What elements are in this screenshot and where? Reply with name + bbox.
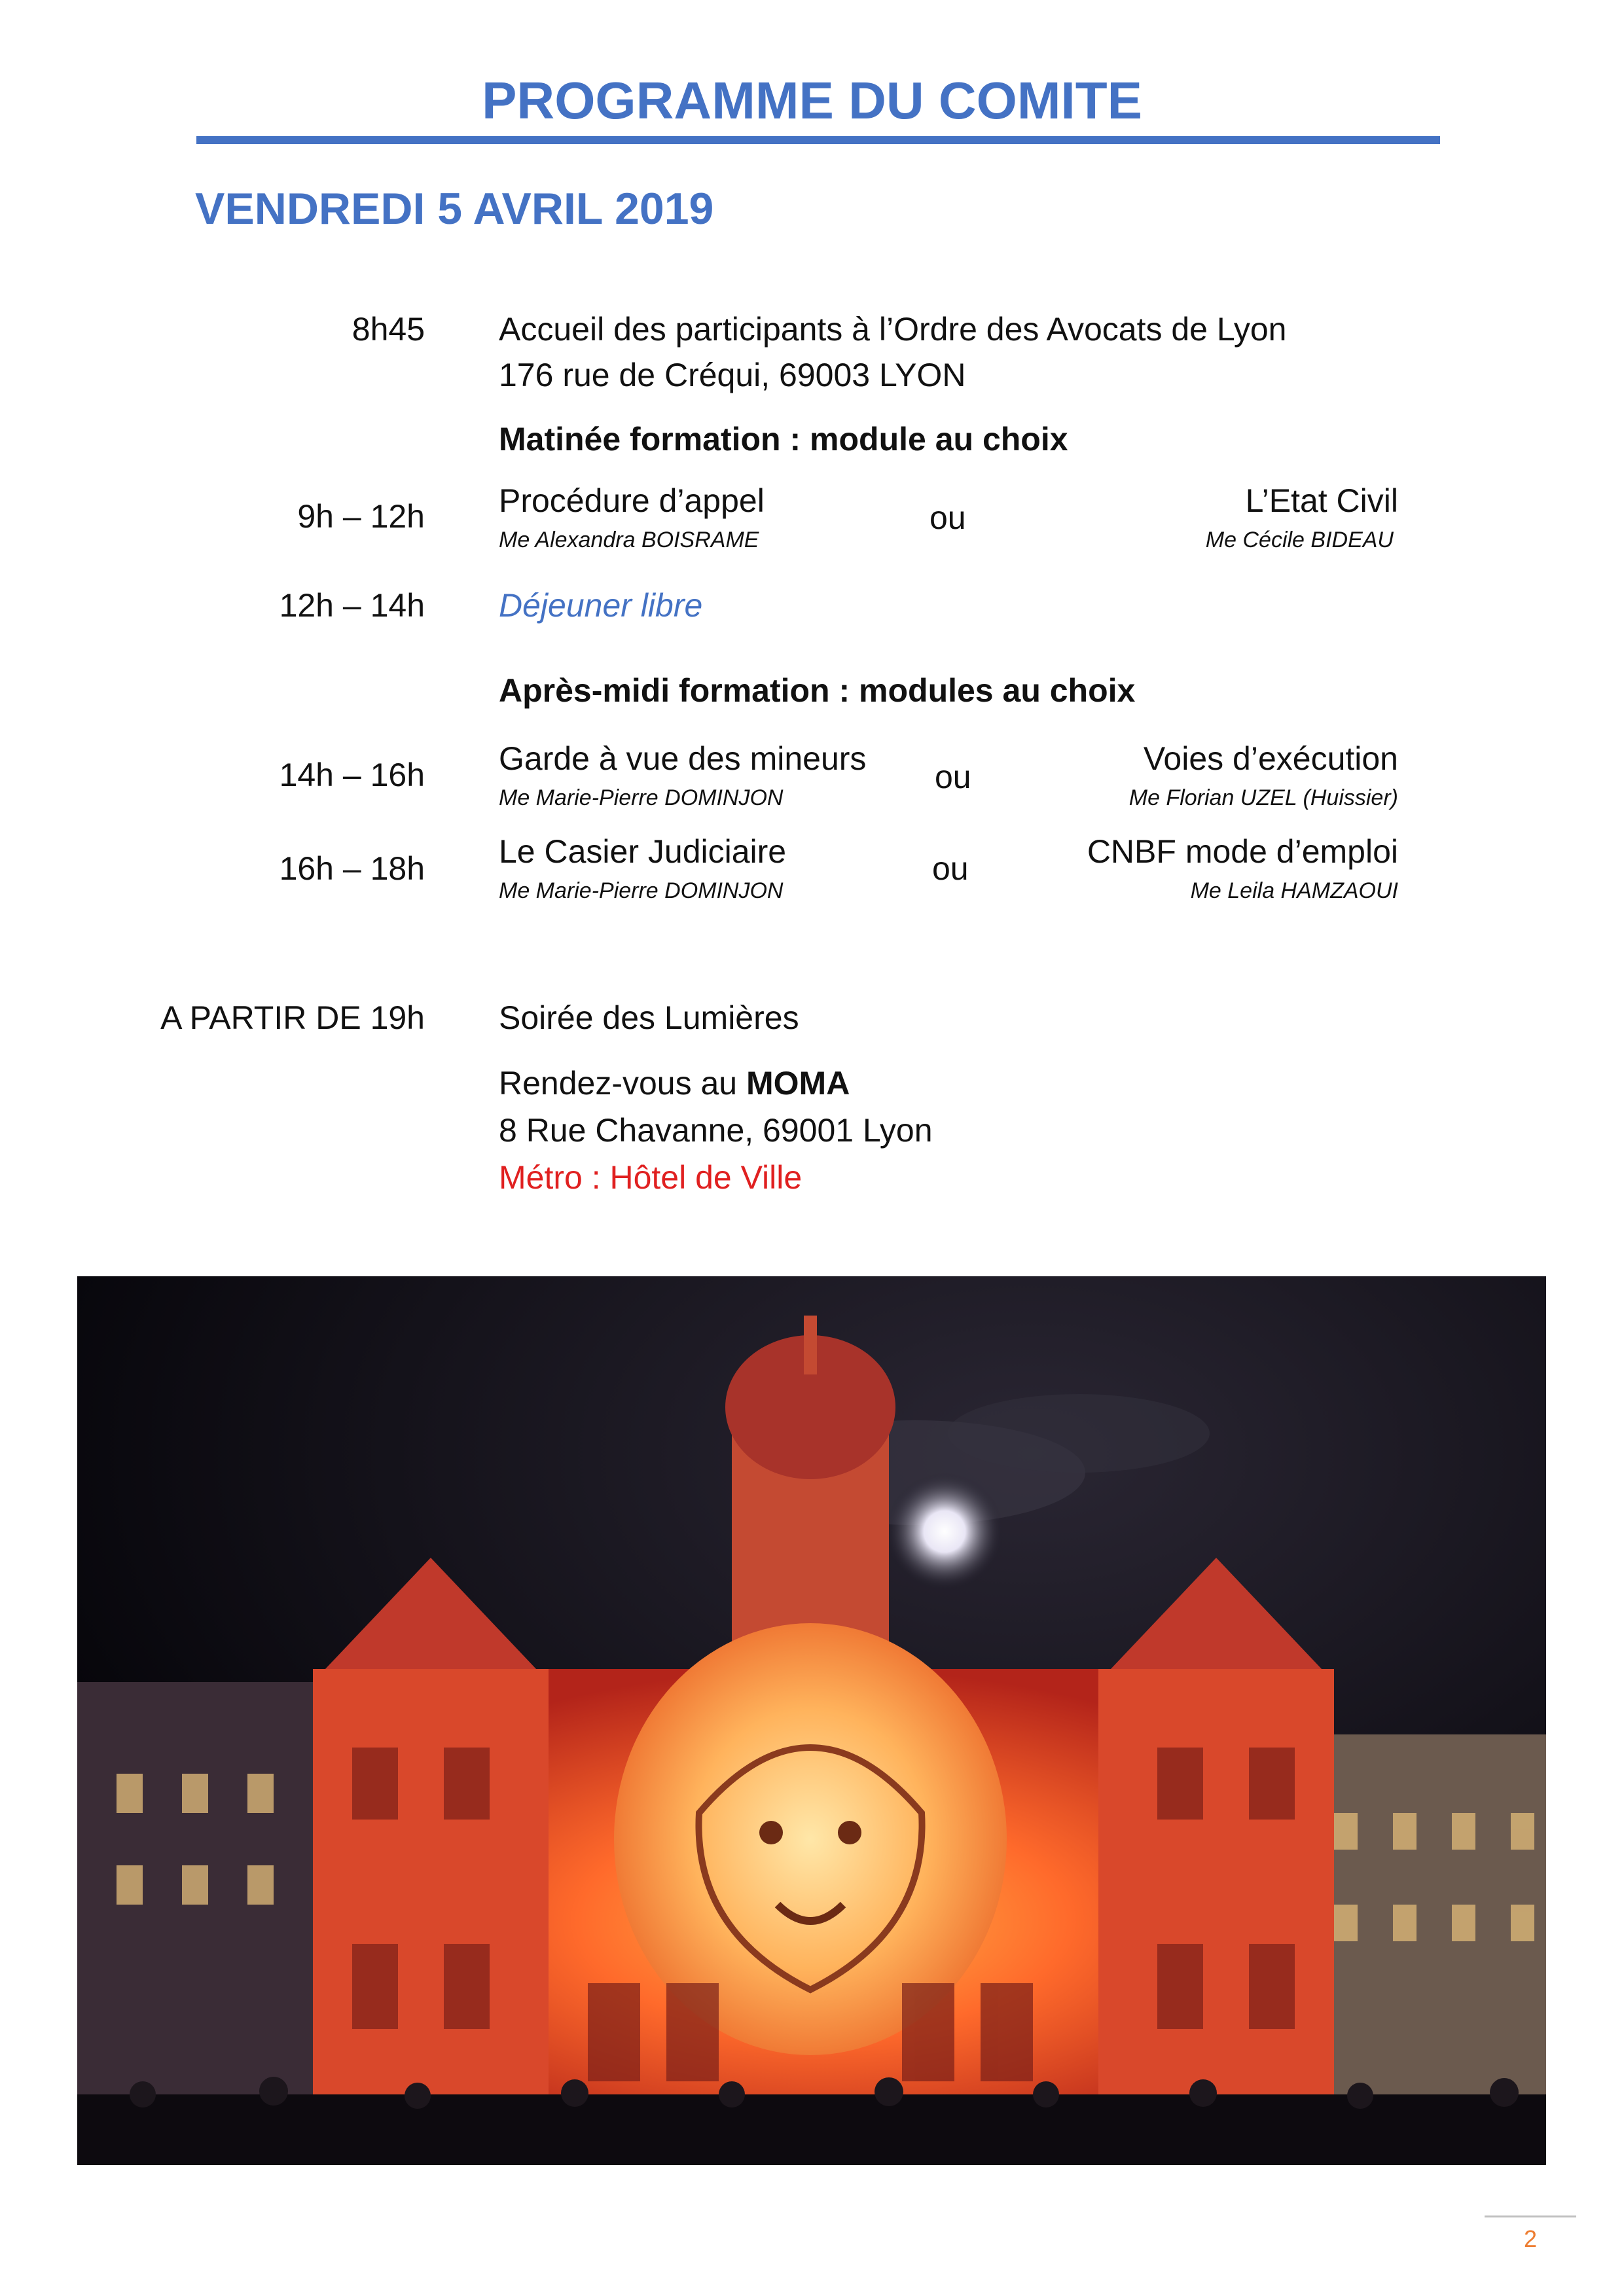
footer-rule — [1485, 2215, 1576, 2217]
welcome-line-2: 176 rue de Créqui, 69003 LYON — [499, 357, 966, 393]
welcome-time: 8h45 — [352, 311, 425, 348]
afternoon1-left-title: Garde à vue des mineurs — [499, 740, 867, 777]
welcome-line-1: Accueil des participants à l’Ordre des Avocats de Lyon — [499, 311, 1287, 348]
afternoon1-left-speaker: Me Marie-Pierre DOMINJON — [499, 785, 784, 810]
evening-metro: Métro : Hôtel de Ville — [499, 1159, 803, 1196]
afternoon2-right-title: CNBF mode d’emploi — [1087, 833, 1398, 870]
city-hall-illustration — [77, 1276, 1546, 2165]
morning-left-speaker: Me Alexandra BOISRAME — [499, 528, 759, 552]
afternoon2-time: 16h – 18h — [279, 850, 425, 887]
afternoon2-left-title: Le Casier Judiciaire — [499, 833, 787, 870]
morning-heading: Matinée formation : module au choix — [499, 421, 1068, 457]
title-underline — [196, 136, 1440, 144]
lunch-label: Déjeuner libre — [499, 587, 703, 624]
evening-rdv — [499, 1064, 850, 1102]
city-hall-photo — [77, 1276, 1546, 2165]
afternoon2-or: ou — [932, 850, 969, 887]
afternoon1-or: ou — [935, 759, 971, 795]
page-title: PROGRAMME DU COMITE — [482, 71, 1142, 130]
evening-rdv-prefix: Rendez-vous au — [499, 1065, 747, 1102]
morning-right-speaker: Me Cécile BIDEAU — [1205, 528, 1394, 552]
event-date: VENDREDI 5 AVRIL 2019 — [195, 184, 714, 234]
afternoon1-right-title: Voies d’exécution — [1143, 740, 1398, 777]
afternoon2-right-speaker: Me Leila HAMZAOUI — [1190, 878, 1398, 903]
lunch-time: 12h – 14h — [279, 587, 425, 624]
morning-right-title: L’Etat Civil — [1245, 482, 1398, 519]
evening-rdv-place: MOMA — [746, 1065, 850, 1102]
page-number: 2 — [1523, 2225, 1538, 2252]
evening-time: A PARTIR DE 19h — [160, 999, 425, 1036]
afternoon1-right-speaker: Me Florian UZEL (Huissier) — [1128, 785, 1398, 810]
evening-event: Soirée des Lumières — [499, 999, 799, 1036]
morning-or: ou — [929, 499, 966, 536]
afternoon-heading: Après-midi formation : modules au choix — [499, 672, 1136, 709]
evening-address: 8 Rue Chavanne, 69001 Lyon — [499, 1112, 933, 1149]
afternoon1-time: 14h – 16h — [279, 757, 425, 793]
morning-time: 9h – 12h — [297, 498, 425, 535]
afternoon2-left-speaker: Me Marie-Pierre DOMINJON — [499, 878, 784, 903]
morning-left-title: Procédure d’appel — [499, 482, 765, 519]
